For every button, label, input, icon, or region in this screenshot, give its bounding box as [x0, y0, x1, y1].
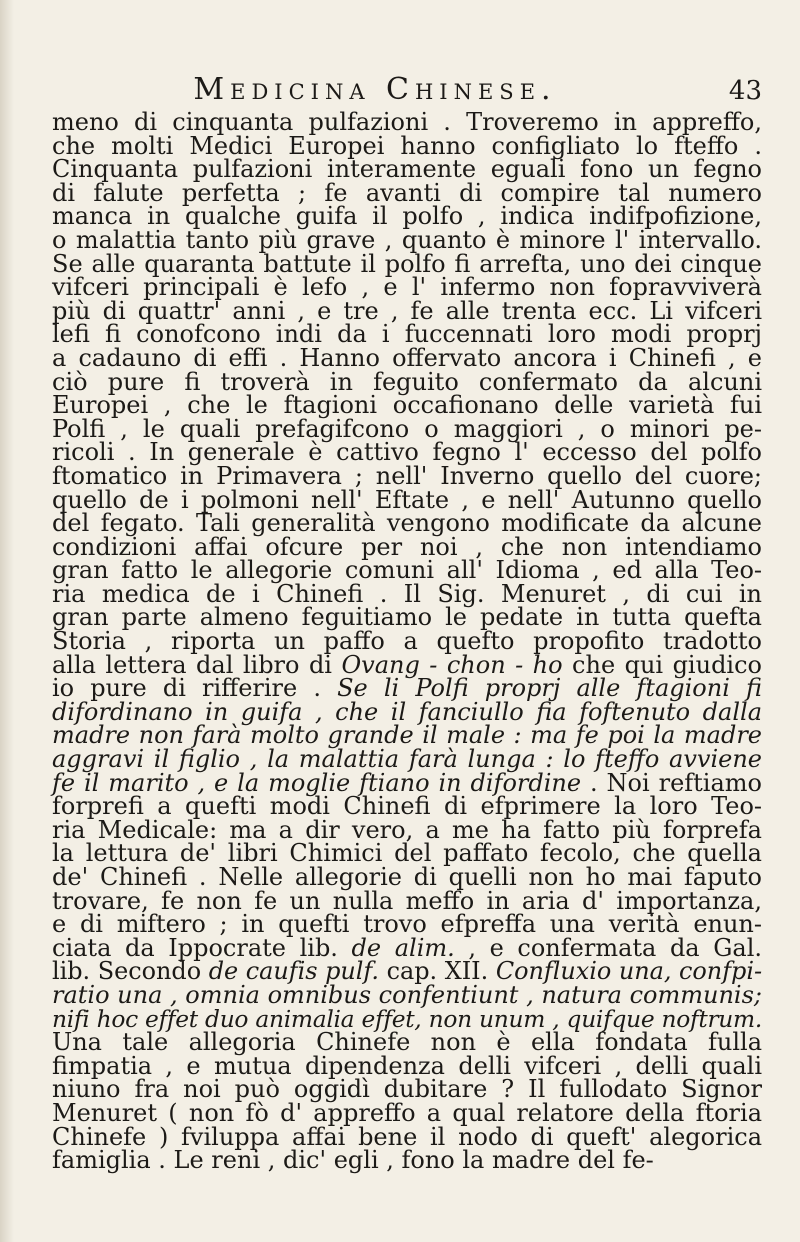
text-segment: alla lettera dal libro di — [52, 650, 342, 679]
italic-text: ratio una , omnia omnibus confentiunt , natura communis; — [52, 980, 763, 1009]
italic-text: fe il marito , e la moglie ftiano in difordine — [52, 768, 582, 797]
text-segment: ftomatico in Primavera ; nell' Inverno quello del cuore; — [52, 461, 762, 490]
text-segment: forprefi a quefti modi Chinefi di efprimere la loro Teo- — [52, 792, 762, 821]
italic-text: de caufis pulf. — [208, 957, 379, 986]
text-segment: che molti Medici Europei hanno configliato lo fteffo . — [52, 131, 762, 160]
text-segment: ria medica de i Chinefi . Il Sig. Menuret , di cui in — [52, 579, 762, 608]
text-segment: del fegato. Tali generalità vengono modificate da alcune — [52, 509, 762, 538]
text-segment: cap. XII. — [379, 957, 496, 986]
text-segment: manca in qualche guifa il polfo , indica indifpofizione, — [52, 202, 762, 231]
text-segment: più di quattr' anni , e tre , fe alle trenta ecc. Li vifceri — [52, 296, 762, 325]
italic-text: de alim. — [351, 933, 455, 962]
text-line — [52, 1146, 762, 1175]
text-segment: Cinquanta pulfazioni interamente eguali fono un fegno — [52, 155, 762, 184]
text-segment: che qui giudico — [562, 650, 762, 679]
text-segment: Menuret ( non fò d' appreffo a qual relatore della ftoria — [52, 1098, 762, 1127]
text-segment: meno di cinquanta pulfazioni . Troveremo in appreffo, — [52, 108, 762, 136]
text-segment: vifceri principali è lefo , e l' infermo non fopravviverà — [52, 273, 762, 302]
text-segment: lefi fi conofcono indi da i fuccennati loro modi proprj — [52, 320, 762, 349]
italic-text: aggravi il figlio , la malattia farà lunga : lo fteffo avviene — [52, 745, 762, 774]
text-segment: gran parte almeno feguitiamo le pedate in tutta quefta — [52, 603, 762, 632]
text-segment: trovare, fe non fe un nulla meffo in aria d' importanza, — [52, 886, 762, 915]
text-segment: niuno fra noi può oggidì dubitare ? Il fullodato Signor — [52, 1075, 762, 1104]
text-segment: la lettura de' libri Chimici del paffato fecolo, che quella — [52, 839, 762, 868]
text-segment: gran fatto le allegorie comuni all' Idioma , ed alla Teo- — [52, 556, 762, 585]
text-segment: , e confermata da Gal. — [454, 933, 763, 962]
italic-text: Ovang - chon - ho — [341, 650, 563, 679]
text-segment: ricoli . In generale è cattivo fegno l' eccesso del polfo — [52, 438, 762, 467]
text-segment: Chinefe ) fviluppa affai bene il nodo di queft' alegorica — [52, 1122, 762, 1151]
text-segment: di falute perfetta ; fe avanti di compire tal numero — [52, 178, 762, 207]
text-segment: fimpatia , e mutua dipendenza delli vifceri , delli quali — [52, 1051, 762, 1080]
italic-text: difordinano in guifa , che il fanciullo fia foftenuto dalla — [52, 697, 762, 726]
italic-text: Se li Polfi proprj alle ftagioni fi — [337, 674, 763, 703]
text-segment: famiglia . Le reni , dic' egli , fono la madre del fe- — [52, 1146, 654, 1175]
body-text — [52, 108, 763, 1175]
italic-text: madre non farà molto grande il male : ma fe poi la madre — [52, 721, 762, 750]
text-segment: quello de i polmoni nell' Eftate , e nell' Autunno quello — [52, 485, 762, 514]
page-number: 43 — [728, 76, 762, 106]
text-segment: Storia , riporta un paffo a quefto propofito tradotto — [52, 627, 762, 656]
running-title: Medicina Chinese. — [193, 72, 557, 107]
italic-text: Confluxio una, confpi- — [495, 957, 763, 986]
page-header — [0, 72, 800, 112]
text-segment: io pure di rifferire . — [52, 674, 338, 703]
text-segment: condizioni affai ofcure per noi , che non intendiamo — [52, 532, 762, 561]
text-segment: Se alle quaranta battute il polfo fi arrefta, uno dei cinque — [52, 249, 762, 278]
text-segment: lib. Secondo — [52, 957, 209, 986]
text-segment: o malattia tanto più grave , quanto è minore l' intervallo. — [52, 225, 762, 254]
text-segment: ciata da Ippocrate lib. — [52, 933, 352, 962]
text-segment: a cadauno di effi . Hanno offervato ancora i Chinefi , e — [52, 343, 762, 372]
text-segment: ciò pure fi troverà in feguito confermato da alcuni — [52, 367, 762, 396]
text-segment: e di miftero ; in quefti trovo efpreffa una verità enun- — [52, 910, 762, 939]
text-segment: Europei , che le ftagioni occafionano delle varietà fui — [52, 391, 762, 420]
text-segment: . Noi reftiamo — [581, 768, 762, 797]
text-segment: ria Medicale: ma a dir vero, a me ha fatto più forprefa — [52, 815, 762, 844]
binding-shadow — [0, 0, 14, 1242]
italic-text: nifi hoc effet duo animalia effet, non unum , quifque noftrum. — [52, 1004, 762, 1033]
text-segment: Una tale allegoria Chinefe non è ella fondata fulla — [52, 1028, 762, 1057]
text-segment: de' Chinefi . Nelle allegorie di quelli non ho mai faputo — [52, 863, 762, 891]
text-segment: Polfi , le quali prefagifcono o maggiori , o minori pe- — [52, 414, 762, 443]
